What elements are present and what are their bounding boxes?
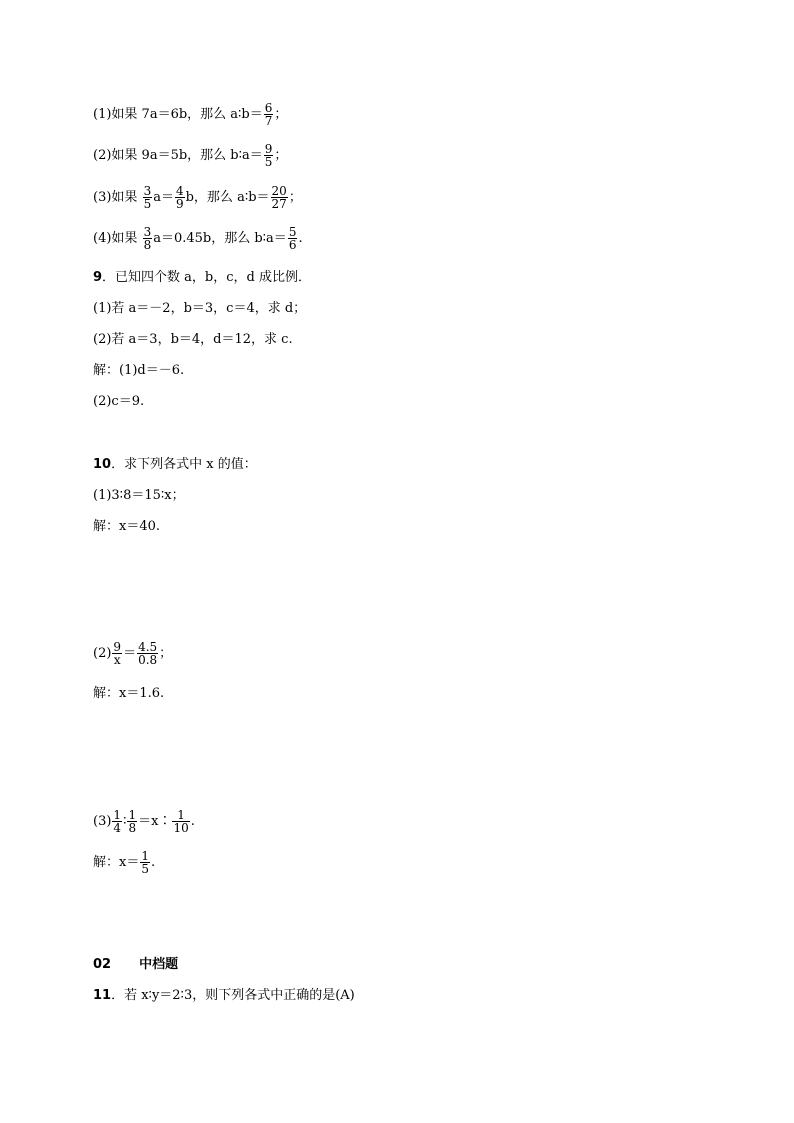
q10-solution1: 解：x＝40. <box>93 519 161 534</box>
q9-part2: (2)若 a＝3，b＝4，d＝12，求 c. <box>93 332 293 347</box>
fraction: $\frac{5}{6}$ <box>288 225 297 252</box>
fraction: $\frac{9}{5}$ <box>264 142 273 169</box>
q8-part2: (2)如果 9a＝5b，那么 b∶a＝ $\frac{9}{5}$ ； <box>93 142 288 169</box>
fraction: $\frac{4}{9}$ <box>175 184 184 211</box>
fraction: $\frac{3}{8}$ <box>143 225 152 252</box>
q11-title: 11．若 x∶y＝2∶3，则下列各式中正确的是(A) <box>93 988 355 1003</box>
q9-part1: (1)若 a＝－2，b＝3，c＝4，求 d； <box>93 301 307 316</box>
q10-part2: (2) $\frac{9}{x}$ ＝ $\frac{4.5}{0.8}$ ； <box>93 640 173 667</box>
section-header: 02 中档题 <box>93 957 179 972</box>
fraction: $\frac{6}{7}$ <box>264 101 273 128</box>
fraction: $\frac{1}{5}$ <box>141 849 149 876</box>
q8-part1: (1)如果 7a＝6b，那么 a∶b＝ $\frac{6}{7}$ ； <box>93 101 288 128</box>
q10-title: 10．求下列各式中 x 的值： <box>93 457 257 472</box>
q10-part3: (3) $\frac{1}{4}$ ∶ $\frac{1}{8}$ ＝x∶ $\frac{1}{10}$ . <box>93 808 195 835</box>
q8-part4: (4)如果 $\frac{3}{8}$ a＝0.45b，那么 b∶a＝ $\frac{5}{6}$ . <box>93 225 303 252</box>
fraction: $\frac{9}{x}$ <box>113 640 122 667</box>
fraction: $\frac{20}{27}$ <box>271 184 287 211</box>
q10-part1: (1)3∶8＝15∶x； <box>93 488 185 503</box>
fraction: $\frac{3}{5}$ <box>143 184 152 211</box>
q9-solution2: (2)c＝9. <box>93 394 145 409</box>
fraction: $\frac{1}{4}$ <box>113 808 122 835</box>
q9-solution1: 解：(1)d＝－6. <box>93 363 185 378</box>
q9-title: 9．已知四个数 a，b，c，d 成比例． <box>93 270 311 285</box>
fraction: $\frac{1}{8}$ <box>128 808 137 835</box>
q10-solution3: 解：x＝ $\frac{1}{5}$ . <box>93 849 156 876</box>
q10-solution2: 解：x＝1.6. <box>93 686 165 701</box>
fraction: $\frac{1}{10}$ <box>173 808 189 835</box>
q8-part3: (3)如果 $\frac{3}{5}$ a＝ $\frac{4}{9}$ b，那么 a∶b＝ $\frac{20}{27}$ ； <box>93 184 302 211</box>
fraction: $\frac{4.5}{0.8}$ <box>138 640 158 667</box>
